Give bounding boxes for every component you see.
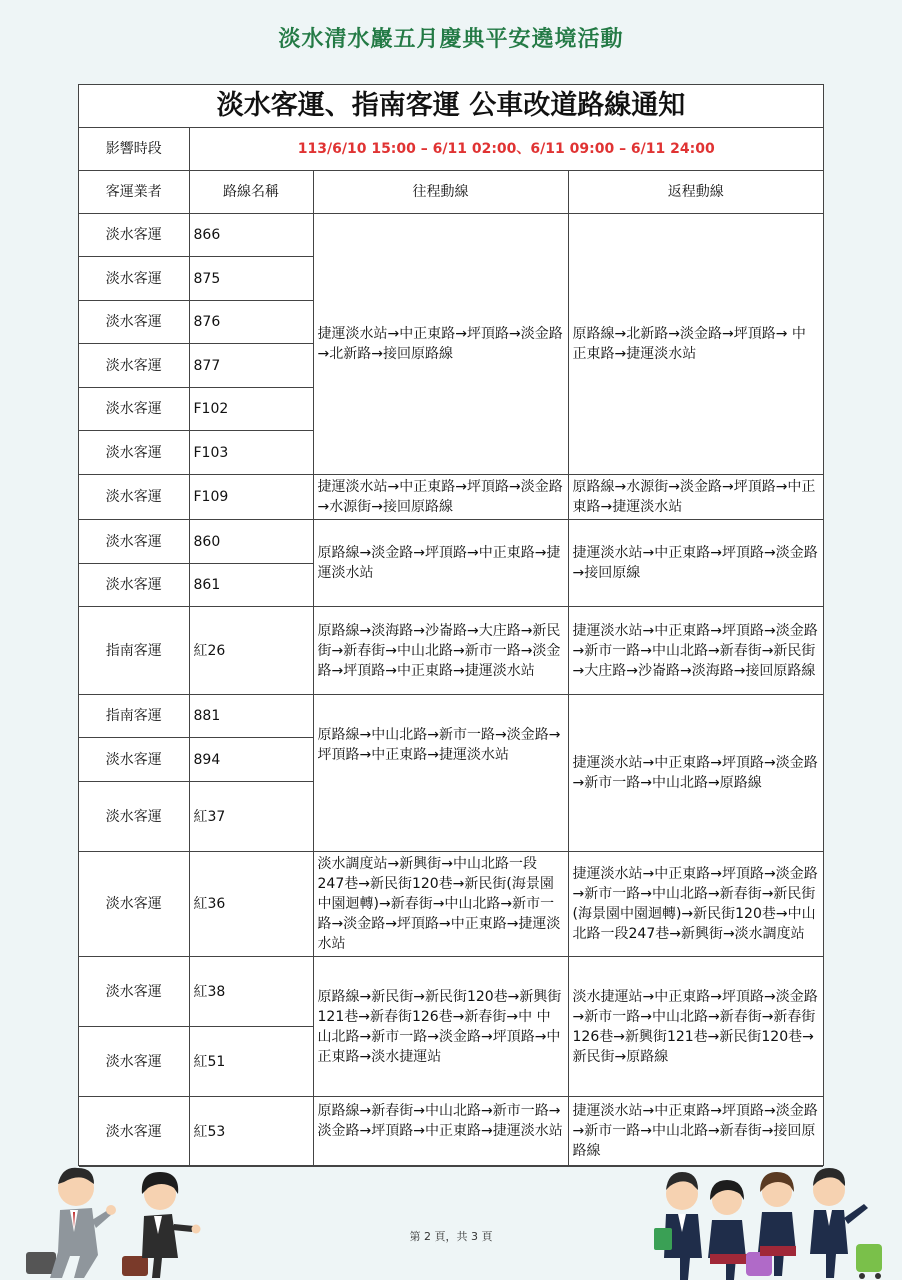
- route-cell: F102: [189, 388, 313, 431]
- period-value: 113/6/10 15:00 – 6/11 02:00、6/11 09:00 – 6/11 24:00: [189, 128, 823, 171]
- students-illustration: [650, 1158, 890, 1280]
- header-operator: 客運業者: [79, 171, 189, 214]
- route-cell: 875: [189, 257, 313, 301]
- operator-cell: 指南客運: [79, 607, 189, 695]
- route-cell: 紅51: [189, 1027, 313, 1097]
- operator-cell: 指南客運: [79, 695, 189, 738]
- inbound-path: 捷運淡水站→中正東路→坪頂路→淡金路→接回原線: [568, 520, 823, 607]
- outbound-path: 原路線→新民街→新民街120巷→新興街121巷→新春街126巷→新春街→中 中山北路→新市一路→淡金路→坪頂路→中正東路→淡水捷運站: [313, 957, 568, 1097]
- outbound-path: 捷運淡水站→中正東路→坪頂路→淡金路→北新路→接回原路線: [313, 214, 568, 475]
- route-cell: 紅26: [189, 607, 313, 695]
- operator-cell: 淡水客運: [79, 301, 189, 344]
- operator-cell: 淡水客運: [79, 475, 189, 520]
- route-cell: 861: [189, 564, 313, 607]
- outbound-path: 淡水調度站→新興街→中山北路一段247巷→新民街120巷→新民街(海景園中園迴轉)→新春街→中山北路→新市一路→淡金路→坪頂路→中正東路→捷運淡水站: [313, 852, 568, 957]
- period-label: 影響時段: [79, 128, 189, 171]
- notice-sheet: [78, 84, 824, 1166]
- operator-cell: 淡水客運: [79, 957, 189, 1027]
- inbound-path: 原路線→北新路→淡金路→坪頂路→ 中正東路→捷運淡水站: [568, 214, 823, 475]
- inbound-path: 捷運淡水站→中正東路→坪頂路→淡金路→新市一路→中山北路→新春街→新民街→大庄路→沙崙路→淡海路→接回原路線: [568, 607, 823, 695]
- route-cell: 紅36: [189, 852, 313, 957]
- table-row: [79, 695, 823, 738]
- operator-cell: 淡水客運: [79, 738, 189, 782]
- operator-cell: 淡水客運: [79, 520, 189, 564]
- businesspeople-illustration: [12, 1160, 212, 1280]
- event-title: 淡水清水巖五月慶典平安遶境活動: [278, 27, 624, 52]
- route-cell: 紅37: [189, 782, 313, 852]
- outbound-path: 原路線→淡海路→沙崙路→大庄路→新民街→新春街→中山北路→新市一路→淡金路→坪頂路→中正東路→捷運淡水站: [313, 607, 568, 695]
- header-route: 路線名稱: [189, 171, 313, 214]
- route-cell: 876: [189, 301, 313, 344]
- period-row: [79, 128, 823, 171]
- operator-cell: 淡水客運: [79, 782, 189, 852]
- route-cell: 877: [189, 344, 313, 388]
- table-row: [79, 520, 823, 564]
- route-cell: 894: [189, 738, 313, 782]
- route-cell: 紅53: [189, 1097, 313, 1167]
- inbound-path: 原路線→水源街→淡金路→坪頂路→中正東路→捷運淡水站: [568, 475, 823, 520]
- table-row: [79, 852, 823, 957]
- page-info: 第 2 頁，共 3 頁: [409, 1230, 493, 1243]
- route-cell: 866: [189, 214, 313, 257]
- operator-cell: 淡水客運: [79, 257, 189, 301]
- inbound-path: 捷運淡水站→中正東路→坪頂路→淡金路→新市一路→中山北路→新春街→新民街(海景園中園迴轉)→新民街120巷→中山北路一段247巷→新興街→淡水調度站: [568, 852, 823, 957]
- outbound-path: 原路線→新春街→中山北路→新市一路→淡金路→坪頂路→中正東路→捷運淡水站: [313, 1097, 568, 1167]
- table-row: [79, 475, 823, 520]
- outbound-path: 捷運淡水站→中正東路→坪頂路→淡金路→水源街→接回原路線: [313, 475, 568, 520]
- route-cell: F109: [189, 475, 313, 520]
- header-outbound: 往程動線: [313, 171, 568, 214]
- column-header-row: [79, 171, 823, 214]
- table-row: [79, 957, 823, 1027]
- inbound-path: 捷運淡水站→中正東路→坪頂路→淡金路→新市一路→中山北路→新春街→接回原路線: [568, 1097, 823, 1167]
- notice-title: 淡水客運、指南客運 公車改道路線通知: [79, 85, 823, 128]
- reroute-table: [79, 127, 823, 1167]
- header-inbound: 返程動線: [568, 171, 823, 214]
- inbound-path: 捷運淡水站→中正東路→坪頂路→淡金路→新市一路→中山北路→原路線: [568, 695, 823, 852]
- outbound-path: 原路線→淡金路→坪頂路→中正東路→捷運淡水站: [313, 520, 568, 607]
- operator-cell: 淡水客運: [79, 388, 189, 431]
- route-cell: F103: [189, 431, 313, 475]
- operator-cell: 淡水客運: [79, 564, 189, 607]
- operator-cell: 淡水客運: [79, 1027, 189, 1097]
- table-row: [79, 214, 823, 257]
- operator-cell: 淡水客運: [79, 1097, 189, 1167]
- route-cell: 881: [189, 695, 313, 738]
- table-row: [79, 607, 823, 695]
- inbound-path: 淡水捷運站→中正東路→坪頂路→淡金路→新市一路→中山北路→新春街→新春街126巷→新興街121巷→新民街120巷→新民街→原路線: [568, 957, 823, 1097]
- operator-cell: 淡水客運: [79, 214, 189, 257]
- outbound-path: 原路線→中山北路→新市一路→淡金路→坪頂路→中正東路→捷運淡水站: [313, 695, 568, 852]
- route-cell: 紅38: [189, 957, 313, 1027]
- table-row: [79, 1097, 823, 1167]
- route-cell: 860: [189, 520, 313, 564]
- operator-cell: 淡水客運: [79, 344, 189, 388]
- operator-cell: 淡水客運: [79, 852, 189, 957]
- operator-cell: 淡水客運: [79, 431, 189, 475]
